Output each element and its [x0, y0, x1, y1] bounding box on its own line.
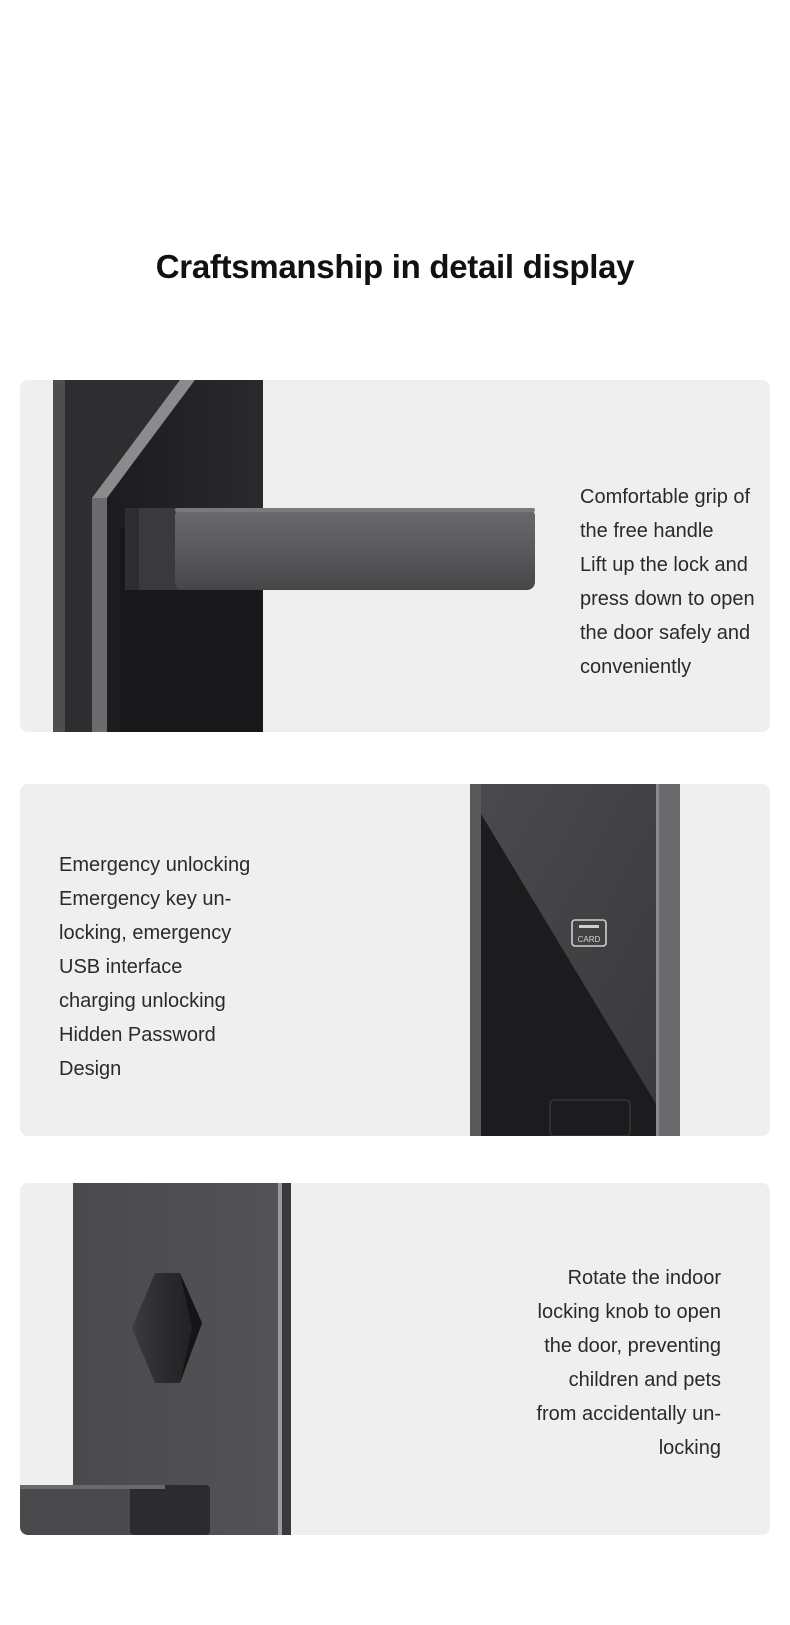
feature-description — [580, 480, 755, 684]
caption-line: conveniently — [580, 656, 692, 678]
page-title: Craftsmanship in detail display — [155, 248, 635, 285]
caption-line: Lift up the lock and — [580, 554, 748, 576]
caption-line: locking knob to open — [537, 1301, 721, 1323]
caption-line: USB interface — [59, 956, 183, 978]
caption-line: from accidentally un- — [536, 1403, 721, 1425]
feature-description — [536, 1261, 721, 1465]
caption-line: Emergency unlocking — [59, 854, 251, 876]
caption-line: Comfortable grip of — [580, 486, 751, 508]
caption-line: charging unlocking — [59, 990, 226, 1012]
caption-line: press down to open — [580, 588, 755, 610]
caption-line: children and pets — [568, 1369, 721, 1391]
feature-panel-handle — [20, 380, 770, 732]
caption-line: locking, emergency — [59, 922, 232, 944]
caption-line: Rotate the indoor — [567, 1267, 721, 1289]
card-badge-label: CARD — [577, 935, 601, 944]
caption-line: Hidden Password — [59, 1024, 216, 1046]
caption-line: the free handle — [580, 520, 714, 542]
caption-line: the door, preventing — [544, 1335, 721, 1357]
caption-line: Design — [59, 1058, 122, 1080]
feature-description — [59, 848, 250, 1086]
feature-panel-emergency — [20, 784, 770, 1136]
caption-line: locking — [658, 1437, 721, 1459]
caption-line: Emergency key un- — [59, 888, 232, 910]
feature-panel-knob — [20, 1183, 770, 1535]
caption-line: the door safely and — [580, 622, 751, 644]
